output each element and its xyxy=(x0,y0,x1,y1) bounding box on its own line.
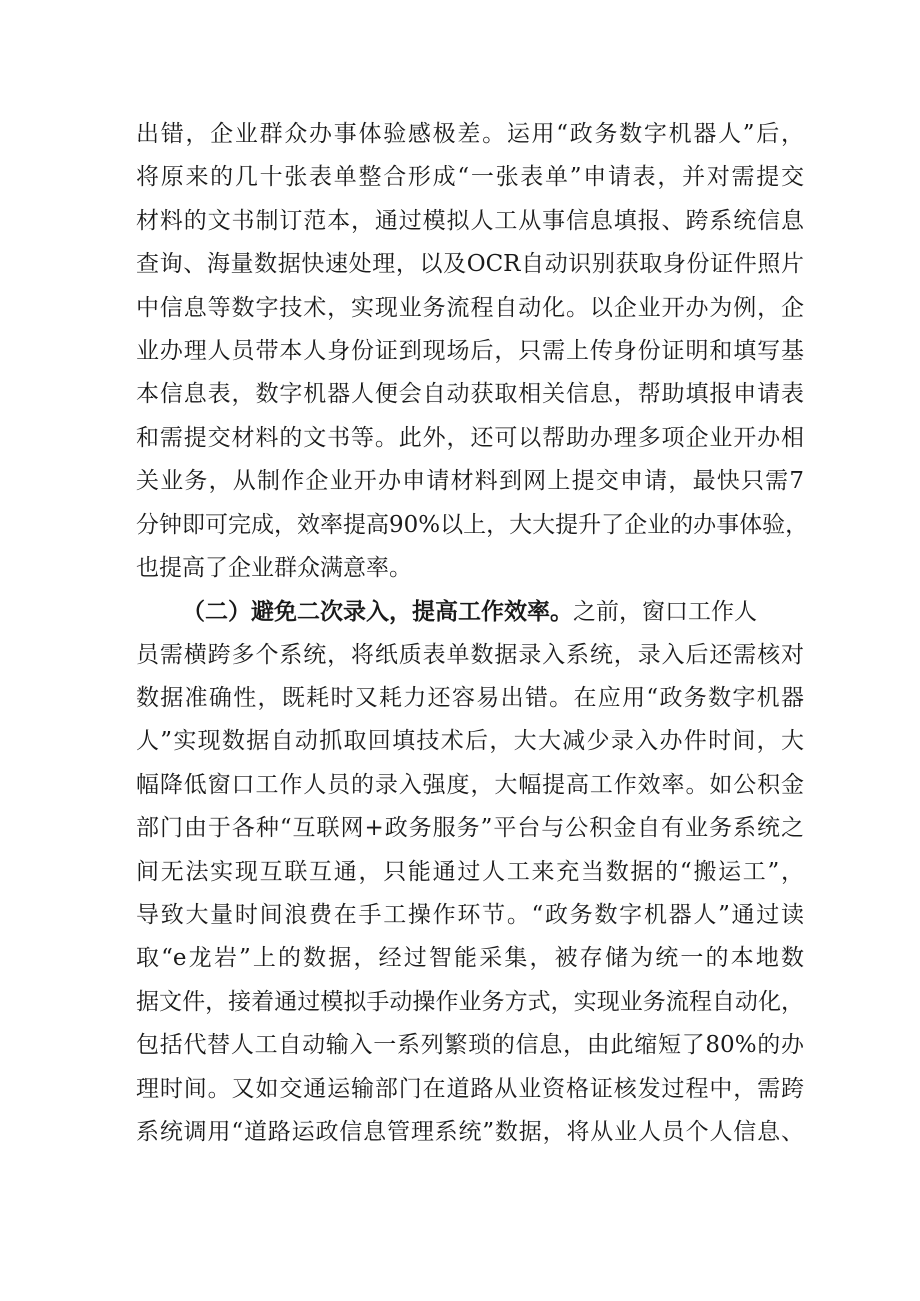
paragraph-line: 幅降低窗口工作人员的录入强度，大幅提高工作效率。如公积金 xyxy=(136,771,804,798)
paragraph-line: 业办理人员带本人身份证到现场后，只需上传身份证明和填写基 xyxy=(136,337,804,364)
paragraph-line: 取“e龙岩”上的数据，经过智能采集，被存储为统一的本地数 xyxy=(136,945,804,972)
paragraph-line: 出错，企业群众办事体验感极差。运用“政务数字机器人”后， xyxy=(136,121,804,147)
paragraph-line: 据文件，接着通过模拟手动操作业务方式，实现业务流程自动化， xyxy=(136,988,804,1015)
paragraph-line: 关业务，从制作企业开办申请材料到网上提交申请，最快只需7 xyxy=(136,468,804,495)
paragraph-line: 数据准确性，既耗时又耗力还容易出错。在应用“政务数字机器 xyxy=(136,685,804,712)
paragraph-line: 和需提交材料的文书等。此外，还可以帮助办理多项企业开办相 xyxy=(136,424,804,451)
document-body xyxy=(136,113,809,1154)
paragraph-line: 本信息表，数字机器人便会自动获取相关信息，帮助填报申请表 xyxy=(136,381,804,408)
paragraph-line: 间无法实现互联互通，只能通过人工来充当数据的“搬运工”， xyxy=(136,858,804,885)
paragraph-line: 员需横跨多个系统，将纸质表单数据录入系统，录入后还需核对 xyxy=(136,641,804,668)
paragraph-line: 查询、海量数据快速处理，以及OCR自动识别获取身份证件照片 xyxy=(136,251,804,278)
paragraph-line: 导致大量时间浪费在手工操作环节。“政务数字机器人”通过读 xyxy=(136,902,804,929)
paragraph-line: 包括代替人工自动输入一系列繁琐的信息，由此缩短了80%的办 xyxy=(136,1032,804,1059)
paragraph-line: 系统调用“道路运政信息管理系统”数据，将从业人员个人信息、 xyxy=(136,1118,804,1145)
paragraph-line: 部门由于各种“互联网+政务服务”平台与公积金自有业务系统之 xyxy=(136,815,804,842)
paragraph-line: 中信息等数字技术，实现业务流程自动化。以企业开办为例，企 xyxy=(136,294,804,321)
paragraph-1 xyxy=(136,113,809,590)
paragraph-line: 也提高了企业群众满意率。 xyxy=(136,554,412,581)
paragraph-line: 人”实现数据自动抓取回填技术后，大大减少录入办件时间，大 xyxy=(136,728,804,755)
paragraph-line: 将原来的几十张表单整合形成“一张表单”申请表，并对需提交 xyxy=(136,164,804,191)
paragraph-first-line xyxy=(136,590,804,633)
section-heading: （二）避免二次录入，提高工作效率。 xyxy=(182,598,573,626)
paragraph-line: 理时间。又如交通运输部门在道路从业资格证核发过程中，需跨 xyxy=(136,1075,804,1102)
paragraph-2 xyxy=(136,590,804,1154)
paragraph-line: 材料的文书制订范本，通过模拟人工从事信息填报、跨系统信息 xyxy=(136,207,804,234)
paragraph-line: 分钟即可完成，效率提高90%以上，大大提升了企业的办事体验， xyxy=(136,511,809,538)
heading-followup-text: 之前，窗口工作人 xyxy=(573,599,757,626)
